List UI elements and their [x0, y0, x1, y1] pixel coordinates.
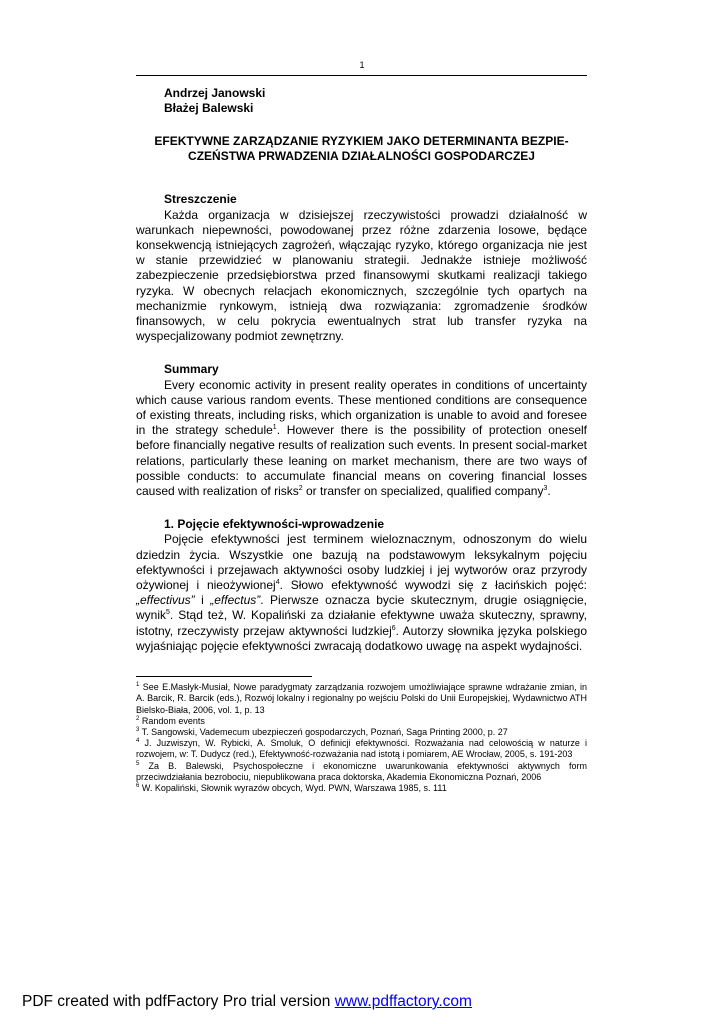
header-rule [136, 75, 587, 76]
summary-text: Every economic activity in present reality operates in conditions of uncertainty which cause various random events. These mentioned conditions are consequence of existing threats, including risks, which organization is unable to avoid and foresee in the strategy schedule$^1$. However there is the possibility of protection oneself before financially negative results of realization such events. In present social-market relations, particularly these leaning on market mechanism, there are two ways of possible conducts: to accumulate financial means on covering financial losses caused with realization of risks$^2$ or transfer on specialized, qualified company$^3$. [136, 377, 587, 499]
footnote-ref[interactable]: 6 [391, 624, 396, 632]
pdf-footer [22, 993, 472, 1011]
footnote-ref[interactable]: 4 [275, 579, 280, 587]
article-title [136, 134, 587, 164]
section-1-text: Pojęcie efektywności jest terminem wieloznacznym, odnoszonym do wielu dziedzin życia. Wszystkie one bazują na podstawowym leksykalnym pojęciu efektywności i przejawach aktywności osoby ludzkiej i jej wytworów oraz przyrody ożywionej i nieożywionej$^4$. Słowo efektywność wywodzi się z łacińskich pojęć: „effectivus” i „effectus”. Pierwsze oznacza bycie skutecznym, drugie osiągnięcie, wynik$^5$. Stąd też, W. Kopaliński za działanie efektywne uważa skuteczny, sprawny, istotny, rzeczywisty przejaw aktywności ludzkiej$^6$. Autorzy słownika języka polskiego wyjaśniając pojęcie efektywności zwracają dodatkowo uwagę na aspekt wydajności. [136, 532, 587, 653]
footnote: $^5$ Za B. Balewski, Psychospołeczne i ekonomiczne uwarunkowania efektywności aktywnych form przeciwdziałania bezrobociu, niepublikowana praca doktorska, Akademia Ekonomiczna Poznań, 2006 [136, 760, 587, 782]
article-body [136, 86, 587, 794]
footnote-ref[interactable]: 1 [272, 424, 277, 432]
footnote: $^1$ See E.Masłyk-Musiał, Nowe paradygmaty zarządzania rozwojem umożliwiające sprawne wdrażanie zmian, in A. Barcik, R. Barcik (eds.), Rozwój lokalny i regionalny po wejściu Polski do Unii Europejskiej, Wydawnictwo ATH Bielsko-Biała, 2006, vol. 1, p. 13 [136, 682, 587, 715]
author-list [136, 86, 587, 116]
footnote-ref[interactable]: 2 [298, 485, 303, 493]
footnote-ref[interactable]: 5 [166, 609, 170, 617]
author-name: Andrzej Janowski [164, 86, 266, 100]
footnote: $^2$ Random events [136, 715, 205, 726]
title-line: EFEKTYWNE ZARZĄDZANIE RYZYKIEM JAKO DETERMINANTA BEZPIE- [154, 134, 569, 149]
abstract-pl-heading: Streszczenie [164, 192, 237, 207]
footnote: $^4$ J. Juzwiszyn, W. Rybicki, A. Smoluk, O definicji efektywności. Rozważania nad celowością w naturze i rozwojem, w: T. Dudycz (red.), Efektywność-rozważania nad istotą i pomiarem, AE Wrocław, 2005, s. 191-203 [136, 738, 587, 760]
footnote: $^6$ W. Kopaliński, Słownik wyrazów obcych, Wyd. PWN, Warszawa 1985, s. 111 [136, 782, 447, 793]
title-line: CZEŃSTWA PRWADZENIA DZIAŁALNOŚCI GOSPODARCZEJ [188, 149, 535, 164]
footnote-separator [136, 676, 312, 677]
author-name: Błażej Balewski [164, 101, 254, 116]
footnote-ref[interactable]: 3 [543, 485, 548, 493]
abstract-pl-text: Każda organizacja w dzisiejszej rzeczywistości prowadzi działalność w warunkach niepewności, powodowanej przez różne zdarzenia losowe, będące konsekwencją istniejących zagrożeń, włączając ryzyko, którego organizacja nie jest w stanie przewidzieć w planowaniu strategii. Jednakże istnieje możliwość zabezpieczenie przedsiębiorstwa przed finansowymi skutkami realizacji takiego ryzyka. W obecnych relacjach ekonomicznych, szczególnie tych opartych na mechanizmie rynkowym, istnieją dwa rozwiązania: zgromadzenie środków finansowych, w celu pokrycia ewentualnych strat lub transfer ryzyka na wyspecjalizowany podmiot zewnętrzny. [136, 207, 587, 344]
pdffactory-link[interactable]: www.pdffactory.com [334, 993, 472, 1010]
summary-heading: Summary [164, 362, 219, 377]
section-1-heading: 1. Pojęcie efektywności-wprowadzenie [164, 517, 385, 532]
footnotes [136, 682, 587, 794]
page-number: 1 [359, 60, 365, 70]
footnote: $^3$ T. Sangowski, Vademecum ubezpieczeń gospodarczych, Poznań, Saga Printing 2000, p. 27 [136, 726, 508, 737]
footer-text: PDF created with pdfFactory Pro trial version [22, 993, 335, 1010]
